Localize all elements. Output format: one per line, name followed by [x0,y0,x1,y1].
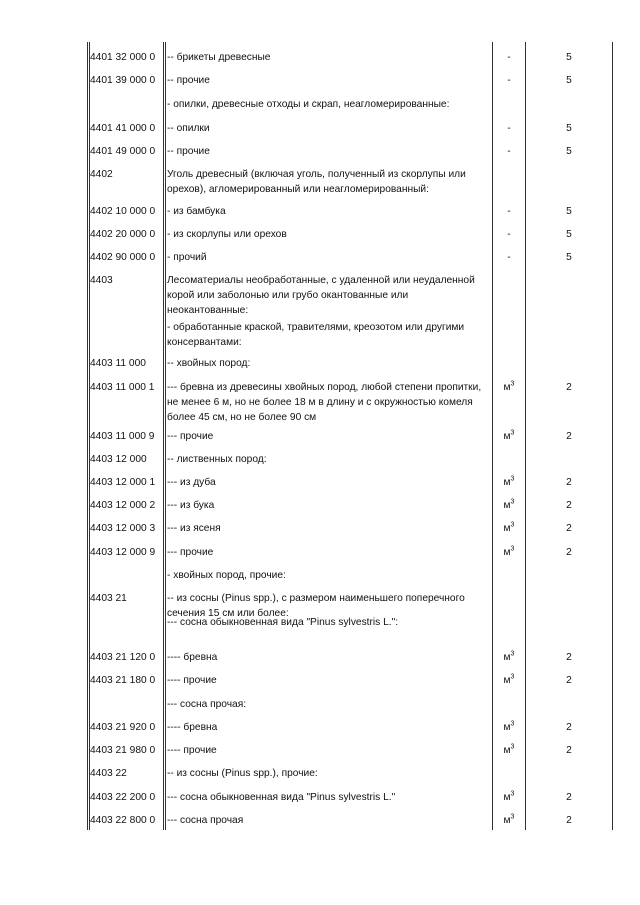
description-paragraph: --- бревна из древесины хвойных пород, любой степени пропитки, не менее 6 м, но не более 18 м в длину и с окружностью комеля более 45 см, но не более 90 см [167,382,482,423]
duty-rate: 2 [566,523,572,534]
description [167,452,487,467]
hs-code: 4403 22 200 0 [90,792,156,803]
description-paragraph: --- сосна обыкновенная вида "Pinus sylvestris L." [167,792,396,803]
description-paragraph: ---- прочие [167,675,217,686]
unit: - [507,252,511,263]
unit: - [507,52,511,63]
unit: - [507,75,511,86]
description [167,356,487,371]
hs-code: 4403 21 920 0 [90,722,156,733]
duty-rate: 2 [566,500,572,511]
hs-code: 4403 22 [90,768,127,779]
hs-code: 4402 20 000 0 [90,229,156,240]
description-paragraph: --- прочие [167,431,214,442]
hs-code: 4403 21 980 0 [90,745,156,756]
duty-rate: 2 [566,382,572,393]
unit: $м^3$ [503,743,515,756]
description-paragraph: -- лиственных пород: [167,454,267,465]
hs-code: 4403 12 000 [90,454,147,465]
duty-rate: 2 [566,792,572,803]
description-paragraph: -- брикеты древесные [167,52,271,63]
unit: $м^3$ [503,790,515,803]
hs-code: 4401 41 000 0 [90,123,156,134]
description-paragraph: Уголь древесный (включая уголь, полученный из скорлупы или орехов), агломерированный или неагломерированный: [167,169,466,195]
description-paragraph: -- опилки [167,123,210,134]
description [167,790,487,805]
unit: $м^3$ [503,545,515,558]
unit: $м^3$ [503,813,515,826]
description-paragraph: -- хвойных пород: [167,358,251,369]
hs-code: 4403 12 000 3 [90,523,156,534]
duty-rate: 2 [566,547,572,558]
description-paragraph: --- сосна обыкновенная вида "Pinus sylvestris L.": [167,617,399,628]
hs-code: 4402 10 000 0 [90,206,156,217]
description-paragraph: --- из бука [167,500,215,511]
description [167,273,487,350]
description-paragraph: ---- бревна [167,652,218,663]
hs-code: 4403 12 000 2 [90,500,156,511]
hs-code: 4403 11 000 9 [90,431,155,442]
description [167,121,487,136]
description-paragraph: ---- прочие [167,745,217,756]
hs-code: 4403 12 000 9 [90,547,156,558]
duty-rate: 2 [566,745,572,756]
unit: - [507,229,511,240]
duty-rate: 5 [566,252,572,263]
description [167,97,487,112]
unit: $м^3$ [503,673,515,686]
hs-code: 4403 12 000 1 [90,477,156,488]
description [167,521,487,536]
column-divider [163,42,164,830]
description-paragraph: ---- бревна [167,722,218,733]
hs-code: 4403 22 800 0 [90,815,156,826]
duty-rate: 2 [566,431,572,442]
description [167,545,487,560]
description [167,697,487,712]
duty-rate: 2 [566,675,572,686]
description [167,227,487,242]
description-paragraph: --- из дуба [167,477,216,488]
description-paragraph: -- прочие [167,75,210,86]
unit: $м^3$ [503,498,515,511]
description [167,250,487,265]
unit: $м^3$ [503,720,515,733]
hs-code: 4403 11 000 1 [90,382,155,393]
description [167,743,487,758]
description [167,429,487,444]
table-border-left [87,42,88,830]
description-paragraph: --- прочие [167,547,214,558]
duty-rate: 2 [566,477,572,488]
description-paragraph: -- прочие [167,146,210,157]
hs-code: 4401 32 000 0 [90,52,156,63]
unit: $м^3$ [503,650,515,663]
description [167,673,487,688]
unit: - [507,146,511,157]
unit: - [507,206,511,217]
description [167,568,487,583]
description [167,144,487,159]
duty-rate: 2 [566,722,572,733]
description-paragraph: --- сосна прочая [167,815,244,826]
duty-rate: 5 [566,146,572,157]
hs-code: 4403 21 120 0 [90,652,156,663]
hs-code: 4403 11 000 [90,358,146,369]
description-paragraph: -- из сосны (Pinus spp.), прочие: [167,768,318,779]
description-paragraph: Лесоматериалы необработанные, с удаленной или неудаленной корой или заболонью или грубо окантованные или неокантованные: [167,275,475,316]
column-divider [165,42,166,830]
description-paragraph: - опилки, древесные отходы и скрап, неагломерированные: [167,99,450,110]
unit: $м^3$ [503,475,515,488]
unit: $м^3$ [503,380,515,393]
hs-code: 4402 90 000 0 [90,252,156,263]
unit: $м^3$ [503,521,515,534]
description [167,720,487,735]
hs-code: 4403 21 180 0 [90,675,156,686]
description [167,766,487,781]
description-paragraph: -- из сосны (Pinus spp.), с размером наименьшего поперечного сечения 15 см или более: [167,593,465,619]
unit: - [507,123,511,134]
description-paragraph: - прочий [167,252,207,263]
hs-code: 4401 39 000 0 [90,75,156,86]
duty-rate: 2 [566,652,572,663]
description [167,167,487,197]
description [167,73,487,88]
unit: $м^3$ [503,429,515,442]
description [167,380,487,425]
description-paragraph: - из скорлупы или орехов [167,229,287,240]
duty-rate: 2 [566,815,572,826]
description-paragraph: --- сосна прочая: [167,699,247,710]
description-paragraph: - хвойных пород, прочие: [167,570,286,581]
description [167,813,487,828]
duty-rate: 5 [566,229,572,240]
description [167,204,487,219]
description-paragraph: --- из ясеня [167,523,221,534]
description [167,475,487,490]
duty-rate: 5 [566,123,572,134]
description-paragraph: - обработанные краской, травителями, креозотом или другими консервантами: [167,322,465,348]
duty-rate: 5 [566,52,572,63]
description [167,50,487,65]
description-paragraph: - из бамбука [167,206,226,217]
duty-rate: 5 [566,206,572,217]
table-border-right [612,42,613,830]
duty-rate: 5 [566,75,572,86]
hs-code: 4401 49 000 0 [90,146,156,157]
hs-code: 4403 [90,275,113,286]
description [167,650,487,665]
description [167,615,487,630]
hs-code: 4403 21 [90,593,127,604]
description [167,498,487,513]
hs-code: 4402 [90,169,113,180]
